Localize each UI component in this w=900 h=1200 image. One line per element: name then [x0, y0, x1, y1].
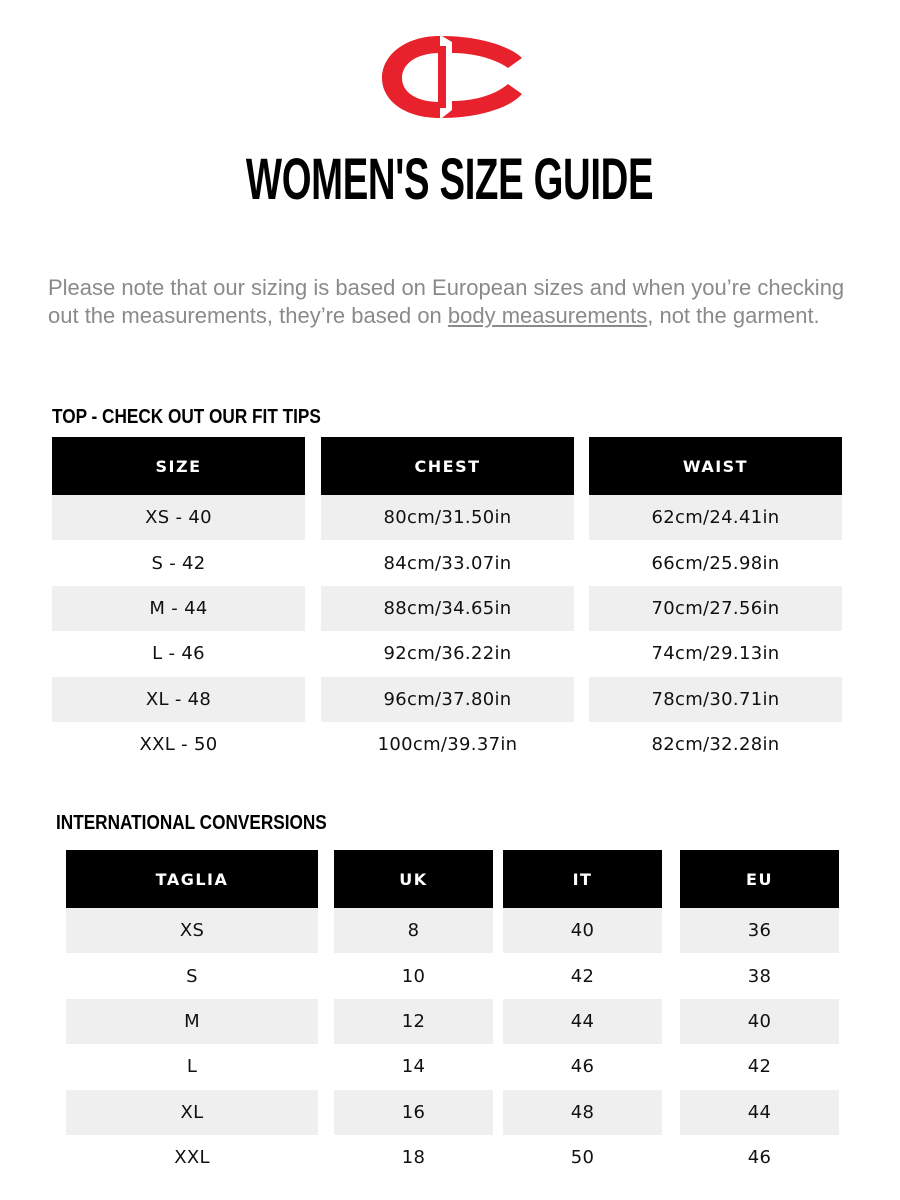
taglia-cell: L [186, 1056, 198, 1078]
chest-cell: 88cm/34.65in [321, 586, 574, 631]
waist-cell: 70cm/27.56in [589, 586, 842, 631]
champion-logo-icon [376, 28, 526, 124]
conversion-table-title [56, 811, 371, 835]
taglia-cell: M [66, 999, 318, 1044]
uk-cell: 18 [401, 1147, 426, 1169]
intro-text-start: Please note that our sizing is based on European sizes and when you’re checking out the measurements, they’re based on [48, 275, 845, 328]
size-cell: M - 44 [52, 586, 305, 631]
waist-cell: 82cm/32.28in [651, 734, 780, 756]
body-measurements-link[interactable]: body measurements [447, 303, 648, 328]
eu-cell: 44 [680, 1090, 839, 1135]
waist-column [589, 437, 842, 767]
uk-cell: 14 [401, 1056, 426, 1078]
intro-text-end: , not the garment. [647, 303, 820, 328]
taglia-cell: XXL [174, 1147, 210, 1169]
conversion-table-title-text: INTERNATIONAL CONVERSIONS [56, 812, 327, 834]
uk-cell: 10 [401, 965, 426, 987]
chest-cell: 100cm/39.37in [377, 734, 518, 756]
uk-cell: 16 [334, 1090, 493, 1135]
uk-cell: 8 [334, 908, 493, 953]
it-cell: 50 [570, 1147, 595, 1169]
column-header-waist: WAIST [589, 437, 842, 495]
eu-cell: 42 [747, 1056, 772, 1078]
eu-cell: 40 [680, 999, 839, 1044]
eu-column [680, 850, 839, 1180]
column-header-it: IT [503, 850, 662, 908]
size-column [52, 437, 305, 767]
it-cell: 40 [503, 908, 662, 953]
uk-column [334, 850, 493, 1180]
column-header-taglia: TAGLIA [66, 850, 318, 908]
it-cell: 44 [503, 999, 662, 1044]
top-table-title [52, 405, 365, 429]
it-cell: 48 [503, 1090, 662, 1135]
size-cell: S - 42 [151, 552, 206, 574]
waist-cell: 78cm/30.71in [589, 677, 842, 722]
column-header-size: SIZE [52, 437, 305, 495]
size-cell: L - 46 [152, 643, 205, 665]
chest-cell: 96cm/37.80in [321, 677, 574, 722]
intro-text [48, 274, 878, 330]
taglia-cell: XS [66, 908, 318, 953]
eu-cell: 38 [747, 965, 772, 987]
taglia-column [66, 850, 318, 1180]
chest-cell: 80cm/31.50in [321, 495, 574, 540]
top-table-title-text: TOP - CHECK OUT OUR FIT TIPS [52, 406, 321, 428]
eu-cell: 36 [680, 908, 839, 953]
chest-cell: 84cm/33.07in [383, 552, 512, 574]
page-title [0, 140, 900, 220]
column-header-uk: UK [334, 850, 493, 908]
column-header-chest: CHEST [321, 437, 574, 495]
size-cell: XXL - 50 [139, 734, 218, 756]
taglia-cell: S [186, 965, 198, 987]
waist-cell: 62cm/24.41in [589, 495, 842, 540]
waist-cell: 66cm/25.98in [651, 552, 780, 574]
waist-cell: 74cm/29.13in [651, 643, 780, 665]
it-cell: 46 [570, 1056, 595, 1078]
uk-cell: 12 [334, 999, 493, 1044]
it-column [503, 850, 662, 1180]
size-cell: XS - 40 [52, 495, 305, 540]
chest-column [321, 437, 574, 767]
eu-cell: 46 [747, 1147, 772, 1169]
chest-cell: 92cm/36.22in [383, 643, 512, 665]
page-title-text: WOMEN'S SIZE GUIDE [246, 147, 654, 212]
it-cell: 42 [570, 965, 595, 987]
taglia-cell: XL [66, 1090, 318, 1135]
column-header-eu: EU [680, 850, 839, 908]
size-cell: XL - 48 [52, 677, 305, 722]
